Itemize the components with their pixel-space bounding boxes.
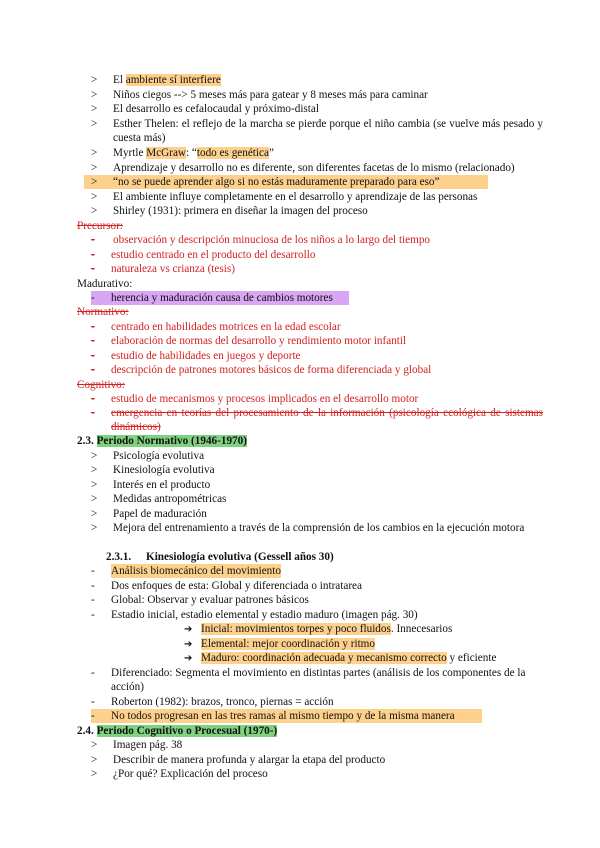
list-item: - Dos enfoques de esta: Global y diferenciada o intratarea xyxy=(91,580,362,592)
precursor-item: - observación y descripción minuciosa de los niños a lo largo del tiempo xyxy=(91,234,431,246)
section-heading-2-3-1: 2.3.1. Kinesiología evolutiva (Gessell años 30) xyxy=(106,551,334,563)
bullet-ambiente-influye: > El ambiente influye completamente en el desarrollo y aprendizaje de las personas xyxy=(91,191,478,203)
list-item: > Interés en el producto xyxy=(91,479,211,491)
list-item: - Global: Observar y evaluar patrones básicos xyxy=(91,594,309,606)
list-item: > Psicología evolutiva xyxy=(91,450,205,462)
normativo-item: - estudio de habilidades en juegos y deporte xyxy=(91,350,301,362)
bullet-arrow: > xyxy=(91,118,98,130)
bullet-ninos-ciegos: > Niños ciegos --> 5 meses más para gatear y 8 meses más para caminar xyxy=(91,89,428,101)
madurativo-label: Madurativo: xyxy=(77,278,133,290)
bullet-arrow: > xyxy=(91,89,98,101)
right-arrow-icon: ➔ xyxy=(184,624,193,635)
cognitivo-label: Cognitivo: xyxy=(77,379,125,391)
bullet-arrow: > xyxy=(91,147,98,159)
right-arrow-icon: ➔ xyxy=(184,653,193,664)
list-item: > Mejora del entrenamiento a través de la comprensión de los cambios en la ejecución motora xyxy=(91,522,525,534)
normativo-item: - elaboración de normas del desarrollo y rendimiento motor infantil xyxy=(91,335,407,347)
bullet-ambiente: > El ambiente sí interfiere xyxy=(91,74,221,86)
bullet-no-se-puede: > “no se puede aprender algo si no estás maduramente preparado para eso” xyxy=(84,175,488,189)
normativo-item: - descripción de patrones motores básicos de forma diferenciada y global xyxy=(91,364,432,376)
highlight: ambiente sí interfiere xyxy=(125,74,221,86)
list-item: - Diferenciado: Segmenta el movimiento en distintas partes (análisis de los componentes de la acción) xyxy=(91,667,526,694)
section-heading-2-4: 2.4. Periodo Cognitivo o Procesual (1970-) xyxy=(77,725,278,737)
bullet-arrow: > xyxy=(91,176,98,188)
normativo-item: - centrado en habilidades motrices en la edad escolar xyxy=(91,321,341,333)
stage-maduro: ➔ Maduro: coordinación adecuada y mecanismo correcto y eficiente xyxy=(184,652,497,664)
list-item: - Análisis biomecánico del movimiento xyxy=(91,565,281,577)
list-item: > ¿Por qué? Explicación del proceso xyxy=(91,768,268,780)
bullet-aprendizaje: > Aprendizaje y desarrollo no es diferente, son diferentes facetas de lo mismo (relacionado) xyxy=(91,162,515,174)
bullet-arrow: > xyxy=(91,205,98,217)
list-item: > Describir de manera profunda y alargar la etapa del producto xyxy=(91,754,386,766)
precursor-item: - estudio centrado en el producto del desarrollo xyxy=(91,249,316,261)
bullet-arrow: > xyxy=(91,103,98,115)
list-item: > Imagen pág. 38 xyxy=(91,739,183,751)
normativo-label: Normativo: xyxy=(77,306,129,318)
cognitivo-item: - estudio de mecanismos y procesos implicados en el desarrollo motor xyxy=(91,393,419,405)
stage-inicial: ➔ Inicial: movimientos torpes y poco fluidos. Innecesarios xyxy=(184,623,453,635)
list-item: > Papel de maduración xyxy=(91,508,207,520)
list-item: - Roberton (1982): brazos, tronco, piernas = acción xyxy=(91,696,334,708)
bullet-arrow: > xyxy=(91,74,98,86)
madurativo-item: - herencia y maduración causa de cambios motores xyxy=(91,291,349,305)
list-item: > Medidas antropométricas xyxy=(91,493,227,505)
list-item: - No todos progresan en las tres ramas al mismo tiempo y de la misma manera xyxy=(91,709,482,723)
bullet-cefalocaudal: > El desarrollo es cefalocaudal y próximo-distal xyxy=(91,103,319,115)
bullet-mcgraw: > Myrtle McGraw: “todo es genética” xyxy=(91,147,274,159)
document-page: > El ambiente sí interfiere > Niños ciegos --> 5 meses más para gatear y 8 meses más para caminar > El desarrollo es cefalocaudal y próximo-distal > Esther Thelen: el reflejo de la marcha se pierde porque el niño cambia (se vuelve más pesado y cuesta más) > Myrtle McGraw: “todo es genética” > Aprendizaje y desarrollo no es diferente, son diferentes facetas de lo mismo (relacionado) > “no se puede aprender algo si no estás maduramente preparado para eso” > El ambiente influye completamente en el desarrollo y aprendizaje de las personas > Shirley (1931): primera en diseñar la imagen del proceso Precursor: - observación y descripción minuciosa de los niños a lo largo del tiempo - estudio centrado en el producto del desarrollo - naturaleza vs crianza (tesis) Madurativo: - herencia y maduración causa de cambios motores Normativo: - centrado en habilidades motrices en la edad escolar - elaboración de normas del desarrollo y rendimiento motor infantil - estudio de habilidades en juegos y deporte - descripción de patrones motores básicos de forma diferenciada y global Cognitivo: - estudio de mecanismos y procesos implicados en el desarrollo motor - emergencia en teorías del procesamiento de la información (psicología ecológica de sistemas dinámicos) 2.3. Periodo Normativo (1946-1970) > Psicología evolutiva > Kinesiología evolutiva > Interés en el producto > Medidas antropométricas > Papel de maduración > Mejora del entrenamiento a través de la comprensión de los cambios en la ejecución motora 2.3.1. Kinesiología evolutiva (Gessell años 30) - Análisis biomecánico del movimiento - Dos enfoques de esta: Global y diferenciada o intratarea - Global: Observar y evaluar patrones básicos - Estadio inicial, estadio elemental y estadio maduro (imagen pág. 30) ➔ Inicial: movimientos torpes y poco fluidos. Innecesarios ➔ Elemental: mejor coordinación y ritmo ➔ Maduro: coordinación adecuada y mecanismo correcto y eficiente - Diferenciado: Segmenta el movimiento en distintas partes (análisis de los componentes de la acción) - Roberton (1982): brazos, tronco, piernas = acción - No todos progresan en las tres ramas al mismo tiempo y de la misma manera 2.4. Periodo Cognitivo o Procesual (1970-) > Imagen pág. 38 > Describir de manera profunda y alargar la etapa del producto > ¿Por qué? Explicación del proceso xyxy=(77,74,543,780)
section-heading-2-3: 2.3. Periodo Normativo (1946-1970) xyxy=(77,435,247,447)
precursor-item: - naturaleza vs crianza (tesis) xyxy=(91,263,235,275)
right-arrow-icon: ➔ xyxy=(184,639,193,650)
bullet-arrow: > xyxy=(91,191,98,203)
cognitivo-item: - emergencia en teorías del procesamiento de la información (psicología ecológica de sistemas dinámicos) xyxy=(91,407,543,434)
list-item: > Kinesiología evolutiva xyxy=(91,464,215,476)
bullet-arrow: > xyxy=(91,162,98,174)
stage-elemental: ➔ Elemental: mejor coordinación y ritmo xyxy=(184,638,375,650)
precursor-label: Precursor: xyxy=(77,220,123,232)
list-item: - Estadio inicial, estadio elemental y estadio maduro (imagen pág. 30) xyxy=(91,609,418,621)
bullet-shirley: > Shirley (1931): primera en diseñar la imagen del proceso xyxy=(91,205,368,217)
